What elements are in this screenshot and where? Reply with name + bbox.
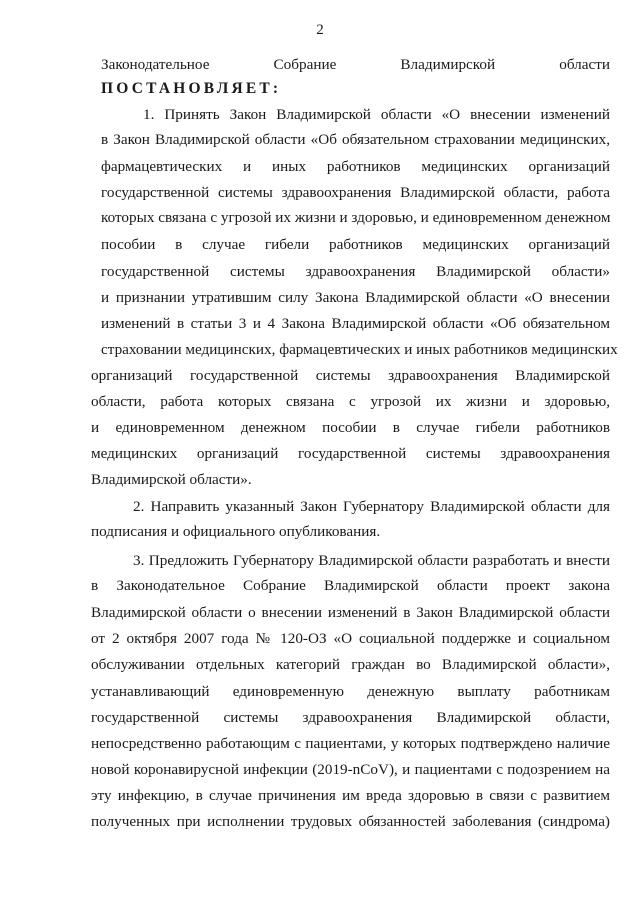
text-line: устанавливающий единовременную денежную выплату работникам [91,683,610,700]
text-line: Законодательное Собрание Владимирской области [101,56,610,73]
text-line: которых связана с угрозой их жизни и здоровью, и единовременном денежном [101,209,611,226]
text-line: пособии в случае гибели работников медицинских организаций [101,236,610,253]
text-line: и признании утратившим силу Закона Владимирской области «О внесении [101,289,610,306]
text-line: Владимирской области». [91,471,252,488]
text-line: организаций государственной системы здравоохранения Владимирской [91,367,610,384]
paragraph-2-first-line: 2. Направить указанный Закон Губернатору Владимирской области для [133,498,610,515]
paragraph-3-first-line: 3. Предложить Губернатору Владимирской области разработать и внести [133,552,610,569]
text-line: обслуживании отдельных категорий граждан во Владимирской области», [91,656,610,673]
text-line: в Законодательное Собрание Владимирской области проект закона [91,577,610,594]
text-line: новой коронавирусной инфекции (2019-nCoV), и пациентами с подозрением на [91,761,610,778]
text-line: и единовременном денежном пособии в случае гибели работников [91,419,610,436]
text-line: страховании медицинских, фармацевтических и иных работников медицинских [101,341,618,358]
paragraph-1-first-line: 1. Принять Закон Владимирской области «О внесении изменений [143,106,610,123]
text-line: полученных при исполнении трудовых обязанностей заболевания (синдрома) [91,813,610,830]
text-line: непосредственно работающим с пациентами, у которых подтверждено наличие [91,735,610,752]
text-line: медицинских организаций государственной системы здравоохранения [91,445,610,462]
text-line: в Закон Владимирской области «Об обязательном страховании медицинских, [101,131,610,148]
text-line: эту инфекцию, в случае причинения им вреда здоровью в связи с развитием [91,787,610,804]
text-line: изменений в статьи 3 и 4 Закона Владимирской области «Об обязательном [101,315,610,332]
text-line: подписания и официального опубликования. [91,523,381,540]
text-line: государственной системы здравоохранения Владимирской области, работа [101,184,610,201]
text-line: области, работа которых связана с угрозой их жизни и здоровью, [91,393,610,410]
text-line: Владимирской области о внесении изменений в Закон Владимирской области [91,604,610,621]
resolution-heading: ПОСТАНОВЛЯЕТ: [101,80,282,97]
text-line: от 2 октября 2007 года № 120-ОЗ «О социальной поддержке и социальном [91,630,610,647]
text-line: фармацевтических и иных работников медицинских организаций [101,158,610,175]
text-line: государственной системы здравоохранения Владимирской области, [91,709,610,726]
page-number: 2 [316,22,324,38]
text-line: государственной системы здравоохранения Владимирской области» [101,263,610,280]
